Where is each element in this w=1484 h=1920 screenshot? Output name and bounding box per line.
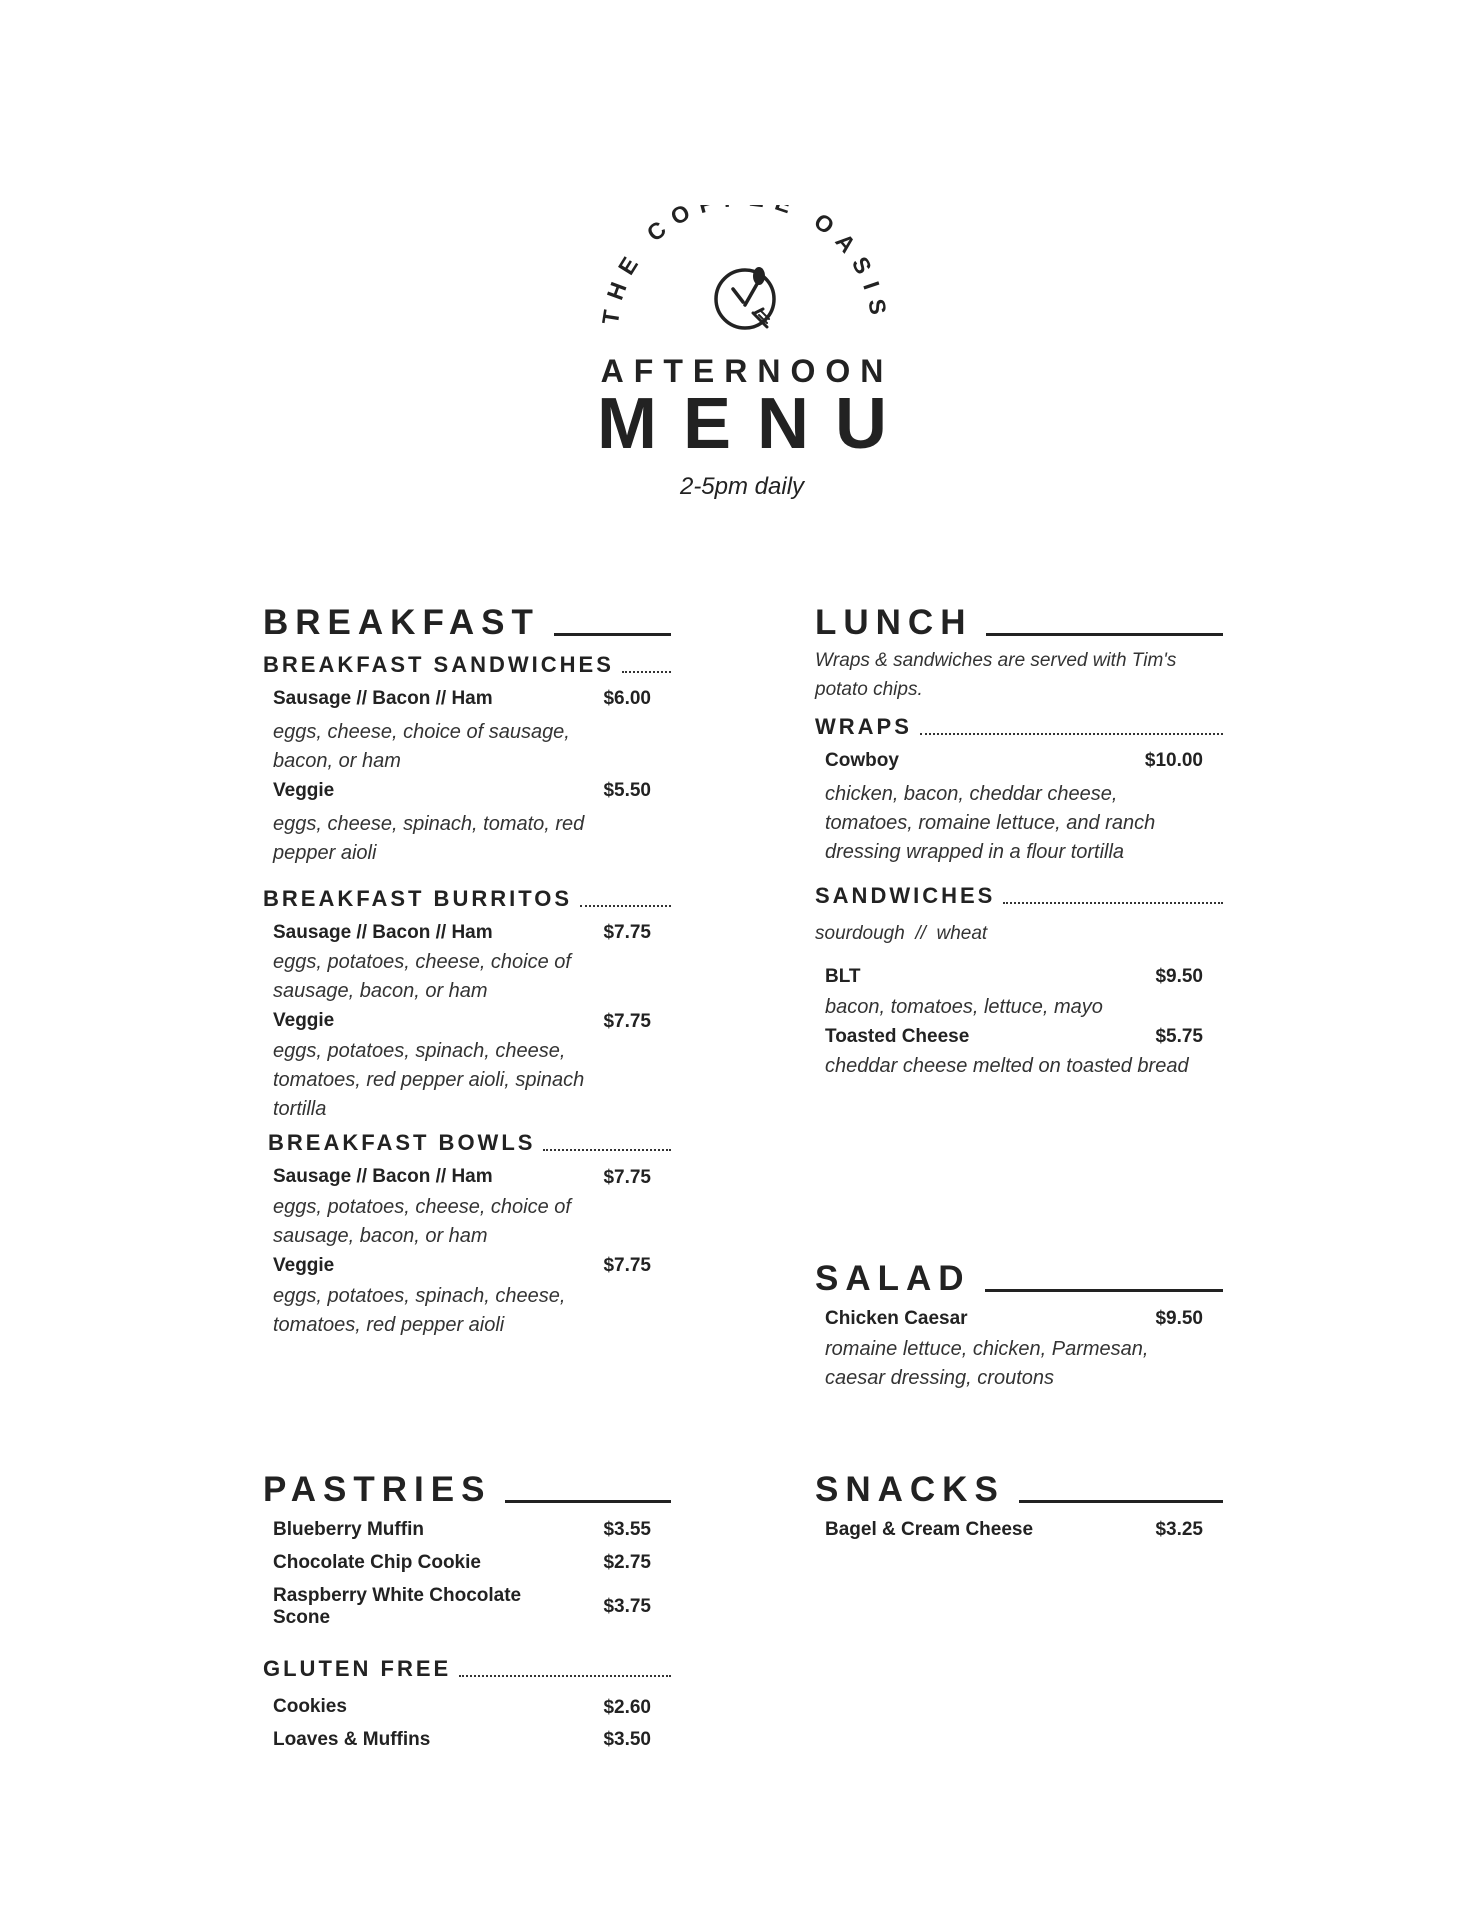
menu-item bbox=[815, 750, 1213, 773]
breakfast-section-title bbox=[263, 598, 671, 640]
breakfast-burritos-heading bbox=[263, 886, 671, 912]
item-name: Veggie bbox=[273, 1254, 335, 1276]
item-name: Sausage // Bacon // Ham bbox=[273, 921, 493, 943]
item-description: bacon, tomatoes, lettuce, mayo bbox=[825, 995, 1103, 1018]
dotted-leader bbox=[543, 1149, 671, 1151]
item-name: Veggie bbox=[273, 779, 335, 801]
item-price: $2.60 bbox=[603, 1696, 651, 1718]
section-rule bbox=[986, 633, 1223, 636]
menu-item bbox=[263, 688, 661, 711]
menu-item bbox=[815, 1519, 1213, 1542]
menu-item bbox=[263, 780, 661, 803]
snacks-section bbox=[815, 1465, 1223, 1542]
item-name: Cowboy bbox=[825, 750, 899, 771]
item-price: $3.75 bbox=[603, 1596, 651, 1618]
item-price: $6.00 bbox=[603, 688, 651, 710]
item-name: Sausage // Bacon // Ham bbox=[273, 688, 493, 709]
left-column bbox=[263, 598, 671, 1340]
item-description: eggs, potatoes, cheese, choice of sausage, bacon, or ham bbox=[273, 951, 571, 1003]
menu-hours: 2-5pm daily bbox=[679, 473, 805, 500]
item-price: $7.75 bbox=[603, 1255, 651, 1277]
salad-title: SALAD bbox=[815, 1259, 971, 1298]
menu-subtitle: AFTERNOON bbox=[600, 353, 894, 389]
menu-item bbox=[263, 1729, 661, 1752]
lunch-title: LUNCH bbox=[815, 603, 973, 642]
lunch-section-title bbox=[815, 598, 1223, 640]
wraps-heading bbox=[815, 714, 1223, 740]
snacks-title: SNACKS bbox=[815, 1470, 1005, 1509]
right-column bbox=[815, 598, 1223, 1081]
logo-svg bbox=[600, 205, 890, 355]
item-description: eggs, potatoes, spinach, cheese, tomatoes, red pepper aioli, spinach tortilla bbox=[273, 1040, 585, 1121]
menu-title: MENU bbox=[597, 384, 913, 464]
menu-item bbox=[263, 1010, 661, 1033]
item-name: Chocolate Chip Cookie bbox=[273, 1551, 481, 1573]
item-description: eggs, cheese, spinach, tomato, red pepper aioli bbox=[273, 812, 585, 864]
dotted-leader bbox=[1003, 902, 1223, 904]
item-name: BLT bbox=[825, 965, 861, 987]
item-price: $10.00 bbox=[1144, 750, 1203, 772]
item-price: $3.50 bbox=[603, 1729, 651, 1751]
pastries-title: PASTRIES bbox=[263, 1470, 492, 1509]
logo-brand-text: HE CO E OASI bbox=[601, 205, 888, 304]
salad-section-title bbox=[815, 1254, 1223, 1296]
menu-item bbox=[263, 1519, 661, 1542]
item-name: Toasted Cheese bbox=[825, 1025, 970, 1047]
item-name: Bagel & Cream Cheese bbox=[825, 1519, 1034, 1540]
item-description: cheddar cheese melted on toasted bread bbox=[825, 1055, 1189, 1078]
bread-options-note: sourdough // wheat bbox=[815, 922, 988, 944]
dotted-leader bbox=[459, 1675, 671, 1677]
sandwiches-heading bbox=[815, 883, 1223, 909]
item-description: romaine lettuce, chicken, Parmesan, caesar dressing, croutons bbox=[825, 1337, 1149, 1389]
menu-item bbox=[263, 1255, 661, 1278]
item-name: Cookies bbox=[273, 1696, 347, 1718]
section-rule bbox=[985, 1289, 1223, 1292]
section-rule bbox=[505, 1500, 671, 1503]
subheading-label: BREAKFAST BURRITOS bbox=[263, 885, 573, 911]
menu-item bbox=[815, 1308, 1213, 1331]
dotted-leader bbox=[580, 905, 671, 907]
subheading-label: SANDWICHES bbox=[815, 882, 996, 908]
menu-item bbox=[815, 966, 1213, 989]
subheading-label: WRAPS bbox=[815, 714, 912, 739]
item-description: chicken, bacon, cheddar cheese, tomatoes, romaine lettuce, and ranch dressing wrapped in a flour tortilla bbox=[825, 782, 1156, 863]
item-price: $3.55 bbox=[603, 1519, 651, 1541]
breakfast-title: BREAKFAST bbox=[263, 603, 540, 642]
section-rule bbox=[554, 633, 671, 636]
clock-spoon-fork-icon bbox=[716, 267, 774, 328]
lunch-note: Wraps & sandwiches are served with Tim's potato chips. bbox=[815, 650, 1177, 700]
menu-item bbox=[815, 1026, 1213, 1049]
pastries-section bbox=[263, 1465, 671, 1752]
item-price: $7.75 bbox=[603, 1166, 651, 1188]
item-description: eggs, potatoes, cheese, choice of sausage, bacon, or ham bbox=[273, 1195, 571, 1247]
pastries-section-title bbox=[263, 1465, 671, 1507]
item-description: eggs, potatoes, spinach, cheese, tomatoes, red pepper aioli bbox=[273, 1284, 566, 1336]
logo bbox=[600, 205, 890, 355]
item-price: $9.50 bbox=[1155, 966, 1203, 988]
breakfast-bowls-heading bbox=[263, 1130, 671, 1156]
subheading-label: GLUTEN FREE bbox=[263, 1656, 452, 1682]
item-name: Loaves & Muffins bbox=[273, 1728, 431, 1750]
item-name: Sausage // Bacon // Ham bbox=[273, 1166, 493, 1188]
item-price: $5.50 bbox=[603, 780, 651, 802]
salad-section bbox=[815, 1254, 1223, 1393]
item-price: $2.75 bbox=[603, 1552, 651, 1574]
breakfast-sandwiches-heading bbox=[263, 652, 671, 678]
subheading-label: BREAKFAST SANDWICHES bbox=[263, 652, 614, 677]
item-name: Blueberry Muffin bbox=[273, 1519, 424, 1540]
snacks-section-title bbox=[815, 1465, 1223, 1507]
menu-item bbox=[263, 1696, 661, 1719]
gluten-free-heading bbox=[263, 1656, 671, 1682]
item-price: $5.75 bbox=[1155, 1025, 1203, 1047]
item-price: $9.50 bbox=[1155, 1308, 1203, 1330]
menu-item bbox=[263, 922, 661, 945]
item-price: $7.75 bbox=[603, 1010, 651, 1032]
section-rule bbox=[1019, 1500, 1223, 1503]
item-name: Chicken Caesar bbox=[825, 1308, 968, 1329]
item-price: $3.25 bbox=[1155, 1519, 1203, 1541]
item-name: Veggie bbox=[273, 1010, 335, 1032]
menu-item bbox=[263, 1166, 661, 1189]
subheading-label: BREAKFAST BOWLS bbox=[268, 1130, 536, 1156]
dotted-leader bbox=[622, 671, 671, 673]
item-price: $7.75 bbox=[603, 921, 651, 943]
item-description: eggs, cheese, choice of sausage, bacon, or ham bbox=[273, 720, 570, 772]
item-name: Raspberry White Chocolate Scone bbox=[273, 1584, 522, 1629]
dotted-leader bbox=[920, 733, 1223, 735]
menu-item bbox=[263, 1552, 661, 1575]
menu-item bbox=[263, 1585, 661, 1631]
